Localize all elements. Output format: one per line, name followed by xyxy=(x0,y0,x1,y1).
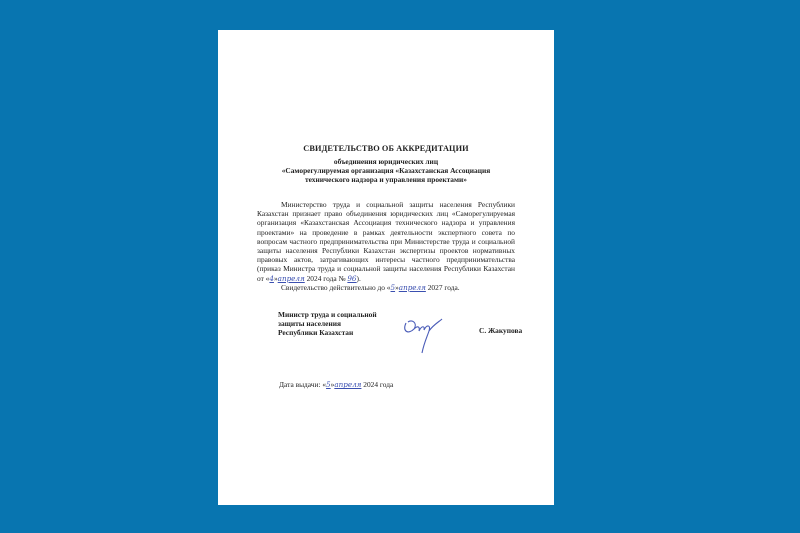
subtitle-line: «Саморегулируемая организация «Казахстанская Ассоциация xyxy=(281,166,491,175)
signatory-line: защиты населения xyxy=(278,318,341,328)
validity-suffix: 2027 года. xyxy=(425,282,460,292)
validity-paragraph xyxy=(257,283,515,292)
signatory-line: Республики Казахстан xyxy=(278,327,354,337)
issue-day: 5 xyxy=(326,380,331,389)
quote-close: » xyxy=(330,380,335,389)
issue-month: апреля xyxy=(334,380,362,389)
signatory-name: С. Жакупова xyxy=(479,326,523,335)
validity-day: 5 xyxy=(390,282,396,292)
signatory-line: Министр труда и социальной xyxy=(278,310,377,319)
validity-prefix: Свидетельство действительно до « xyxy=(281,282,391,292)
order-month: апреля xyxy=(277,273,305,283)
subtitle-line: технического надзора и управления проектами» xyxy=(305,175,467,184)
signatory-title xyxy=(278,311,377,337)
signature-icon xyxy=(400,313,445,355)
issue-suffix: 2024 года xyxy=(361,380,394,389)
quote-close: » xyxy=(395,282,399,292)
issue-date xyxy=(279,380,393,389)
accreditation-paragraph xyxy=(257,200,515,283)
subtitle-line: объединения юридических лиц xyxy=(333,157,439,166)
issue-prefix: Дата выдачи: « xyxy=(279,380,327,389)
order-year: 2024 года № xyxy=(304,273,348,283)
paragraph-text: Министерство труда и социальной защиты населения Республики Казахстан признает право объединения юридических лиц «Саморегулируемая организация «Казахстанская Ассоциация технического надзора и управления проектами» на проведение в рамках деятельности экспертного совета по вопросам частного предпринимательства при Министерстве труда и социальной защиты населения Республики Казахстан экспертизы проектов нормативных правовых актов, затрагивающих интересы частного предпринимательства (приказ Министра труда и социальной защиты населения Республики Казахстан от « xyxy=(257,200,515,283)
document-body xyxy=(257,200,515,292)
order-number: 96 xyxy=(347,273,357,283)
order-day: 4 xyxy=(269,273,274,283)
certificate-page xyxy=(218,30,554,505)
document-title: СВИДЕТЕЛЬСТВО ОБ АККРЕДИТАЦИИ xyxy=(303,144,469,153)
quote-close: » xyxy=(273,273,278,283)
order-end: ). xyxy=(356,273,361,283)
validity-month: апреля xyxy=(398,282,426,292)
